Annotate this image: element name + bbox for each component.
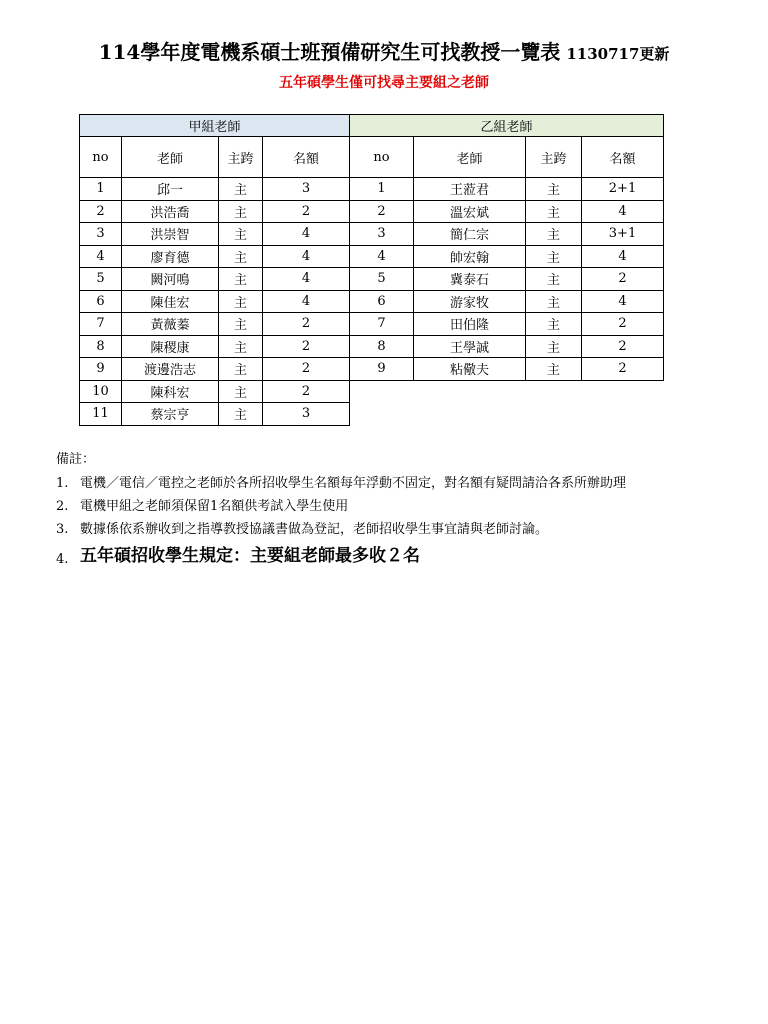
table-cell: 3+1 [582,223,664,246]
table-cell: 主 [219,403,263,426]
table-row [80,178,664,201]
table-cell: 主 [526,313,582,336]
table-cell: 主 [219,200,263,223]
note-item [56,472,716,495]
table-cell: 2 [582,358,664,381]
table-cell: 11 [80,403,122,426]
column-header: no [80,137,122,178]
table-row [80,245,664,268]
table-cell: 主 [526,268,582,291]
table-cell: 陳科宏 [122,380,219,403]
title-text: 114學年度電機系碩士班預備研究生可找教授一覽表 [98,40,561,64]
note-text: 電機／電信／電控之老師於各所招收學生名額每年浮動不固定，對名額有疑問請洽各系所辦助理 [80,476,627,491]
column-header: 老師 [414,137,526,178]
note-number: 1. [56,476,69,491]
table-cell: 游家牧 [414,290,526,313]
column-header: 主跨 [526,137,582,178]
table-cell: 主 [219,335,263,358]
table-cell: 4 [263,290,350,313]
table-cell: 2 [582,313,664,336]
table-row [80,290,664,313]
table-cell: 闕河鳴 [122,268,219,291]
table-cell: 冀泰石 [414,268,526,291]
table-cell: 簡仁宗 [414,223,526,246]
table-cell: 7 [80,313,122,336]
note-number: 3. [56,522,69,537]
table-cell: 4 [350,245,414,268]
page-title [0,36,768,65]
table-cell: 主 [526,290,582,313]
note-text: 電機甲組之老師須保留1名額供考試入學生使用 [80,499,349,514]
column-header: 老師 [122,137,219,178]
column-header: 主跨 [219,137,263,178]
table-cell: 陳佳宏 [122,290,219,313]
table-cell: 田伯隆 [414,313,526,336]
table-cell: 7 [350,313,414,336]
table-cell: 主 [219,313,263,336]
table-cell: 陳稷康 [122,335,219,358]
page-subtitle: 五年碩學生僅可找尋主要組之老師 [279,75,489,91]
table-row [80,358,664,381]
table-cell: 主 [219,358,263,381]
table-cell: 主 [526,358,582,381]
table-cell: 2 [263,380,350,403]
table-cell: 6 [350,290,414,313]
table-cell: 4 [582,200,664,223]
table-cell: 帥宏翰 [414,245,526,268]
table-cell: 主 [219,268,263,291]
table-cell: 洪崇智 [122,223,219,246]
table-cell: 4 [582,245,664,268]
table-row [80,268,664,291]
table-cell: 廖育德 [122,245,219,268]
table-cell: 2+1 [582,178,664,201]
column-header: no [350,137,414,178]
table-cell: 4 [263,245,350,268]
note-item-rule [56,545,716,571]
table-row [80,380,664,403]
table-cell: 6 [80,290,122,313]
table-cell: 粘儆夫 [414,358,526,381]
note-item [56,518,716,541]
note-item [56,495,716,518]
note-text-rule: 五年碩招收學生規定：主要組老師最多收２名 [80,546,420,566]
table-cell: 9 [350,358,414,381]
group-b-header: 乙組老師 [350,115,664,137]
table-cell: 4 [263,223,350,246]
table-cell: 4 [80,245,122,268]
table-cell: 2 [263,358,350,381]
table-cell: 2 [263,200,350,223]
professor-table [79,114,664,426]
table-cell: 3 [80,223,122,246]
table-cell: 主 [219,178,263,201]
table-row [80,335,664,358]
table-cell: 3 [263,403,350,426]
table-cell: 主 [526,223,582,246]
table-cell: 9 [80,358,122,381]
table-row [80,403,664,426]
table-cell: 黃薇蓁 [122,313,219,336]
empty-cell [350,403,664,426]
table-cell: 1 [80,178,122,201]
note-number: 4. [56,552,69,567]
table-cell: 8 [350,335,414,358]
empty-cell [350,380,664,403]
column-header: 名額 [582,137,664,178]
table-row [80,313,664,336]
table-cell: 溫宏斌 [414,200,526,223]
table-cell: 主 [526,178,582,201]
table-cell: 4 [263,268,350,291]
table-cell: 主 [526,335,582,358]
table-cell: 邱一 [122,178,219,201]
table-cell: 主 [526,245,582,268]
table-cell: 主 [219,380,263,403]
note-number: 2. [56,499,69,514]
table-cell: 洪浩喬 [122,200,219,223]
update-date: 1130717更新 [566,45,670,63]
table-cell: 5 [80,268,122,291]
table-cell: 2 [582,268,664,291]
table-cell: 8 [80,335,122,358]
table-cell: 蔡宗亨 [122,403,219,426]
table-cell: 4 [582,290,664,313]
table-row [80,200,664,223]
table-cell: 10 [80,380,122,403]
table-cell: 3 [350,223,414,246]
table-cell: 1 [350,178,414,201]
table-cell: 5 [350,268,414,291]
table-cell: 王蒞君 [414,178,526,201]
group-a-header: 甲組老師 [80,115,350,137]
table-cell: 渡邊浩志 [122,358,219,381]
table-cell: 主 [219,223,263,246]
table-cell: 王學誠 [414,335,526,358]
notes-section [56,448,716,571]
table-cell: 主 [219,290,263,313]
notes-heading: 備註： [56,452,96,467]
table-cell: 2 [263,313,350,336]
table-cell: 主 [526,200,582,223]
column-header: 名額 [263,137,350,178]
table-cell: 2 [350,200,414,223]
table-row [80,223,664,246]
table-cell: 主 [219,245,263,268]
table-cell: 3 [263,178,350,201]
table-cell: 2 [263,335,350,358]
table-cell: 2 [80,200,122,223]
table-cell: 2 [582,335,664,358]
note-text: 數據係依系辦收到之指導教授協議書做為登記，老師招收學生事宜請與老師討論。 [80,522,549,537]
